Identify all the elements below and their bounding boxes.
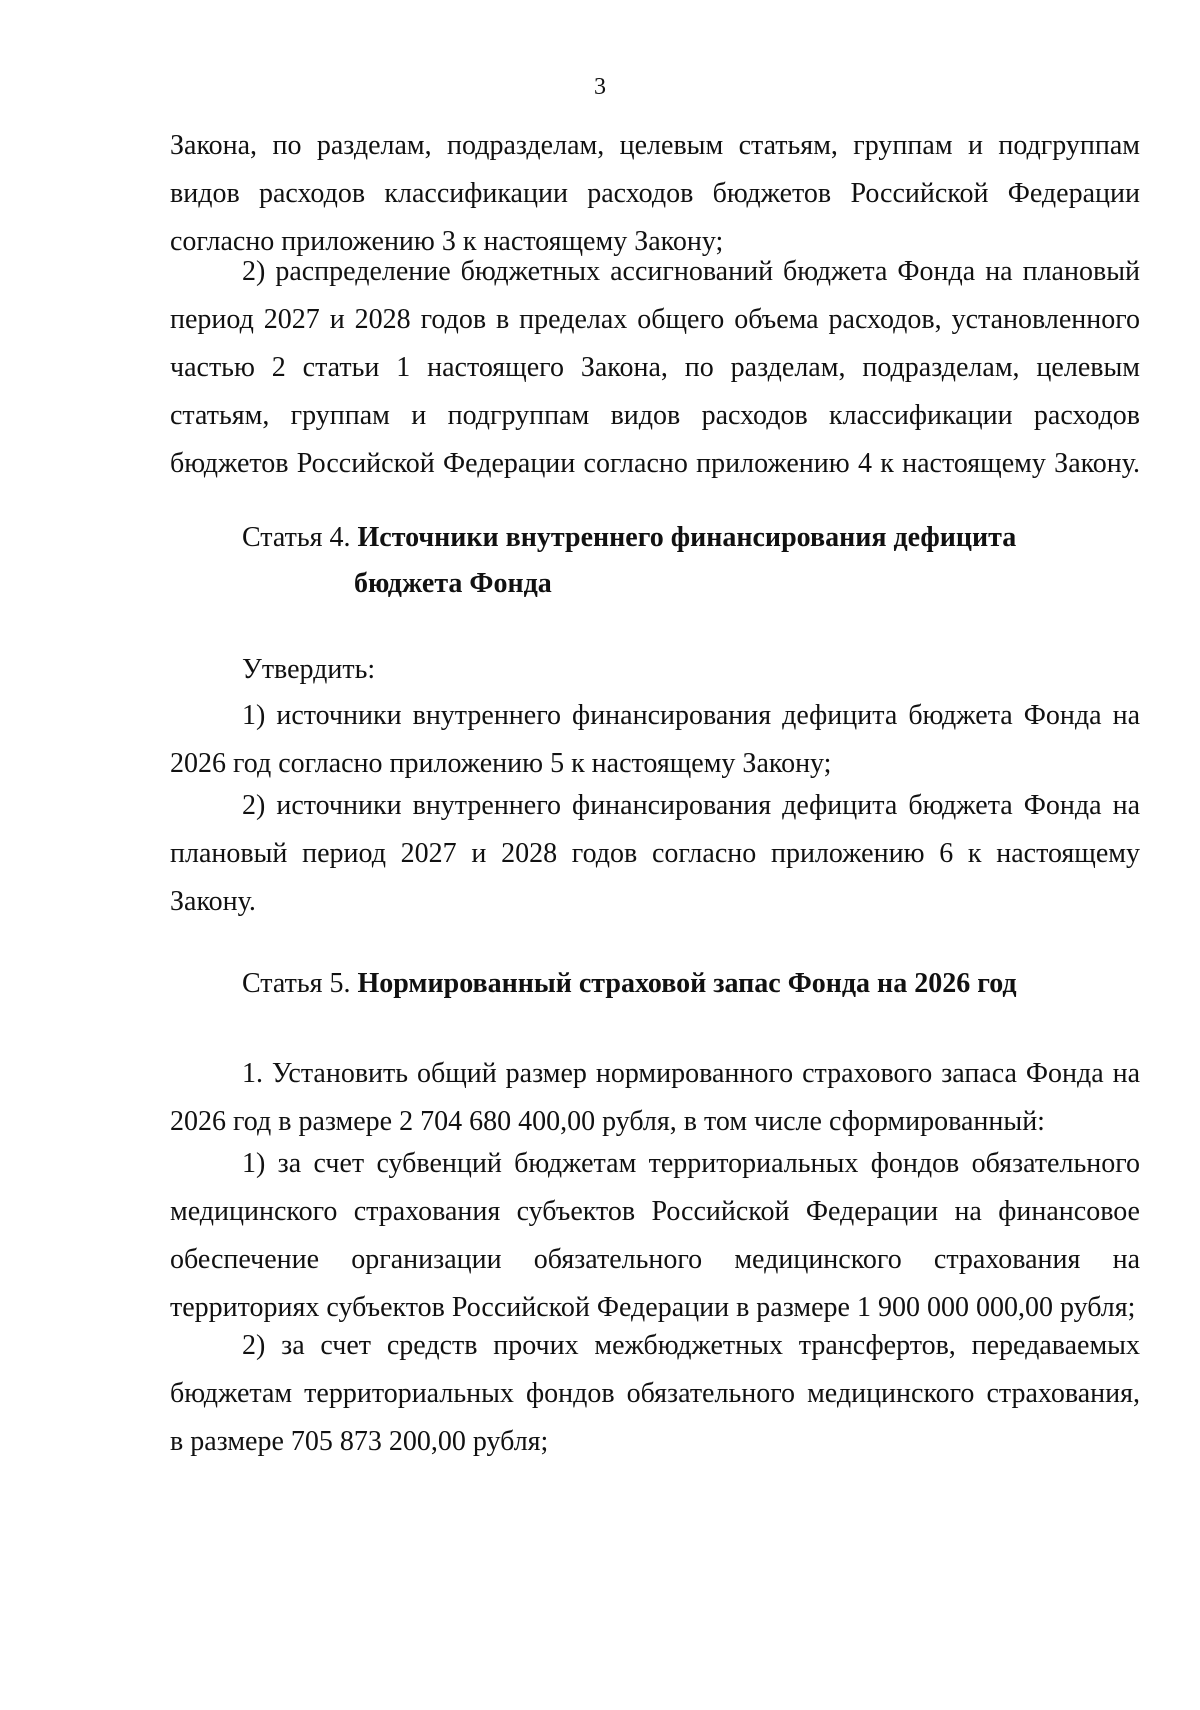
text-line: бюджетов Российской Федерации согласно приложению 4 к настоящему Закону. (170, 448, 1140, 479)
paragraph-4 (170, 782, 1140, 926)
text-line: 2) за счет средств прочих межбюджетных трансфертов, передаваемых (242, 1330, 1140, 1361)
text-line: Закона, по разделам, подразделам, целевым статьям, группам и подгруппам (170, 130, 1140, 161)
text-line: 2) источники внутреннего финансирования дефицита бюджета Фонда на (242, 790, 1140, 821)
page-number: 3 (594, 74, 606, 100)
article-4-title-line2: бюджета Фонда (354, 568, 552, 599)
article-4-heading-line2 (354, 560, 552, 608)
text-line: 2) распределение бюджетных ассигнований бюджета Фонда на плановый (242, 256, 1140, 287)
text-line: 1. Установить общий размер нормированного страхового запаса Фонда на (242, 1058, 1140, 1089)
article-5-prefix: Статья 5. (242, 968, 351, 999)
text-line: медицинского страхования субъектов Российской Федерации на финансовое (170, 1196, 1140, 1227)
text-line: 1) за счет субвенций бюджетам территориальных фондов обязательного (242, 1148, 1140, 1179)
text-line: статьям, группам и подгруппам видов расходов классификации расходов (170, 400, 1140, 431)
paragraph-3 (170, 692, 1140, 788)
article-5-heading (242, 960, 1017, 1008)
paragraph-continuation (170, 122, 1140, 266)
paragraph-5 (170, 1050, 1140, 1146)
paragraph-6 (170, 1140, 1140, 1332)
text-line: обеспечение организации обязательного медицинского страхования на (170, 1244, 1140, 1275)
text-line: 1) источники внутреннего финансирования дефицита бюджета Фонда на (242, 700, 1140, 731)
text-line: территориях субъектов Российской Федерации в размере 1 900 000 000,00 рубля; (170, 1292, 1136, 1323)
article-4-heading (242, 514, 1016, 562)
text-line: 2026 год в размере 2 704 680 400,00 рубля, в том числе сформированный: (170, 1106, 1045, 1137)
text-line: видов расходов классификации расходов бюджетов Российской Федерации (170, 178, 1140, 209)
article-5-title: Нормированный страховой запас Фонда на 2026 год (357, 968, 1017, 999)
text-line: бюджетам территориальных фондов обязательного медицинского страхования, (170, 1378, 1140, 1409)
text-line: плановый период 2027 и 2028 годов согласно приложению 6 к настоящему (170, 838, 1140, 869)
article-4-title-line1: Источники внутреннего финансирования дефицита (357, 522, 1017, 553)
text-line: Закону. (170, 886, 256, 917)
text-line: частью 2 статьи 1 настоящего Закона, по разделам, подразделам, целевым (170, 352, 1140, 383)
approve-label: Утвердить: (242, 654, 376, 685)
text-line: период 2027 и 2028 годов в пределах общего объема расходов, установленного (170, 304, 1140, 335)
article-4-prefix: Статья 4. (242, 522, 351, 553)
paragraph-2 (170, 248, 1140, 488)
text-line: в размере 705 873 200,00 рубля; (170, 1426, 549, 1457)
paragraph-7 (170, 1322, 1140, 1466)
text-line: согласно приложению 3 к настоящему Закону; (170, 226, 724, 257)
text-line: 2026 год согласно приложению 5 к настоящему Закону; (170, 748, 832, 779)
